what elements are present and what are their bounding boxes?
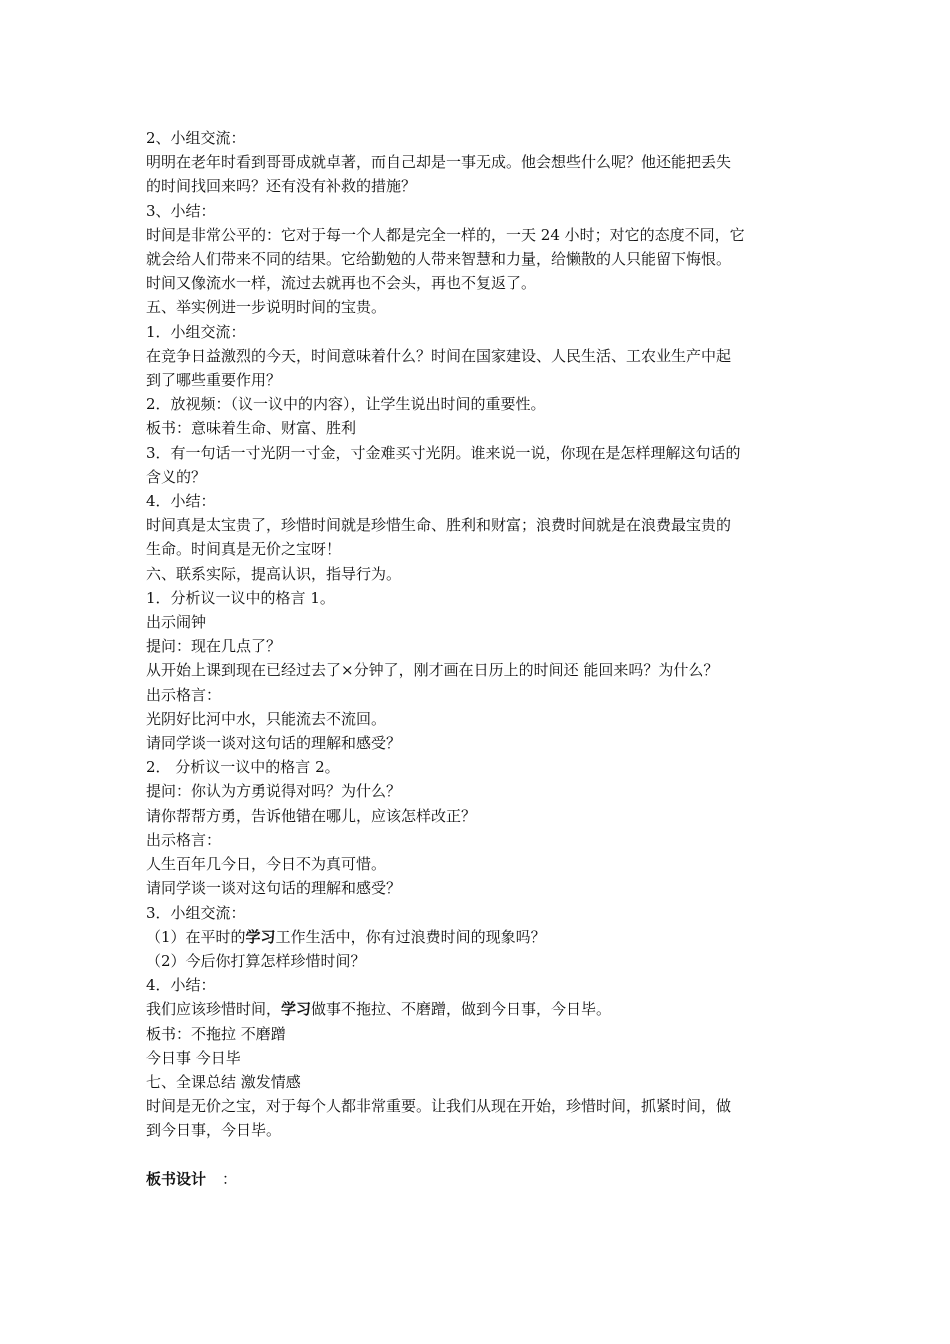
text-line: 4．小结：: [146, 492, 216, 511]
board-design-label: 板书设计: [146, 1169, 207, 1188]
text-line: 到今日事，今日毕。: [146, 1121, 282, 1140]
text-span: 我们应该珍惜时间，: [146, 1000, 282, 1019]
question-line: [146, 925, 812, 949]
text-line: 的时间找回来吗？还有没有补救的措施？: [146, 177, 417, 196]
text-line: 2． 分析议一议中的格言 2。: [146, 758, 340, 777]
text-span: 工作生活中，你有过浪费时间的现象吗？: [275, 927, 546, 946]
text-line: 请同学谈一谈对这句话的理解和感受？: [146, 734, 402, 753]
text-line: 在竞争日益激烈的今天，时间意味着什么？时间在国家建设、人民生活、工农业生产中起: [146, 346, 732, 365]
board-design-heading: [146, 1167, 812, 1191]
text-line: 提问：现在几点了？: [146, 637, 282, 656]
bold-keyword: 学习: [281, 1000, 312, 1019]
section-heading: 七、全课总结 激发情感: [146, 1072, 301, 1091]
text-line: 时间真是太宝贵了，珍惜时间就是珍惜生命、胜利和财富；浪费时间就是在浪费最宝贵的: [146, 516, 732, 535]
text-line: 就会给人们带来不同的结果。它给勤勉的人带来智慧和力量，给懒散的人只能留下悔恨。: [146, 250, 732, 269]
summary-line: [146, 997, 812, 1021]
text-line: 出示闹钟: [146, 613, 207, 632]
text-line: 人生百年几今日，今日不为真可惜。: [146, 855, 387, 874]
text-line: 生命。时间真是无价之宝呀！: [146, 540, 342, 559]
text-span: 做事不拖拉、不磨蹭，做到今日事，今日毕。: [311, 1000, 612, 1019]
text-line: 3、小结：: [146, 201, 216, 220]
text-line: 请你帮帮方勇，告诉他错在哪儿，应该怎样改正？: [146, 806, 477, 825]
section-heading: 六、联系实际，提高认识，指导行为。: [146, 564, 402, 583]
blank-line: [146, 1143, 812, 1167]
text-line: 到了哪些重要作用？: [146, 371, 282, 390]
text-line: 4．小结：: [146, 976, 216, 995]
text-span: （1）在平时的: [146, 927, 246, 946]
text-line: 2．放视频：（议一议中的内容），让学生说出时间的重要性。: [146, 395, 546, 414]
text-line: 今日事 今日毕: [146, 1048, 241, 1067]
text-line: 明明在老年时看到哥哥成就卓著，而自己却是一事无成。他会想些什么呢？他还能把丢失: [146, 153, 732, 172]
text-line: 3．有一句话一寸光阴一寸金，寸金难买寸光阴。谁来说一说，你现在是怎样理解这句话的: [146, 443, 741, 462]
text-line: 时间又像流水一样，流过去就再也不会头，再也不复返了。: [146, 274, 537, 293]
text-line: 光阴好比河中水，只能流去不流回。: [146, 709, 387, 728]
bold-keyword: 学习: [245, 927, 276, 946]
board-design-colon: ：: [222, 1169, 238, 1188]
text-line: 1．分析议一议中的格言 1。: [146, 588, 335, 607]
text-line: 出示格言：: [146, 685, 222, 704]
document-page: [146, 126, 812, 1191]
text-line: 1．小组交流：: [146, 322, 246, 341]
section-heading: 五、举实例进一步说明时间的宝贵。: [146, 298, 387, 317]
text-line: 含义的？: [146, 467, 207, 486]
text-line: 请同学谈一谈对这句话的理解和感受？: [146, 879, 402, 898]
text-line: 板书：不拖拉 不磨蹭: [146, 1024, 286, 1043]
text-line: 3．小组交流：: [146, 903, 246, 922]
question-line: （2）今后你打算怎样珍惜时间？: [146, 951, 366, 970]
text-line: 从开始上课到现在已经过去了×分钟了，刚才画在日历上的时间还 能回来吗？为什么？: [146, 661, 719, 680]
text-line: 板书：意味着生命、财富、胜利: [146, 419, 357, 438]
text-line: 出示格言：: [146, 830, 222, 849]
text-line: 时间是非常公平的：它对于每一个人都是完全一样的，一天 24 小时；对它的态度不同，它: [146, 225, 745, 244]
text-line: 时间是无价之宝，对于每个人都非常重要。让我们从现在开始，珍惜时间，抓紧时间，做: [146, 1097, 732, 1116]
text-line: 2、小组交流：: [146, 129, 246, 147]
text-line: 提问：你认为方勇说得对吗？为什么？: [146, 782, 402, 801]
